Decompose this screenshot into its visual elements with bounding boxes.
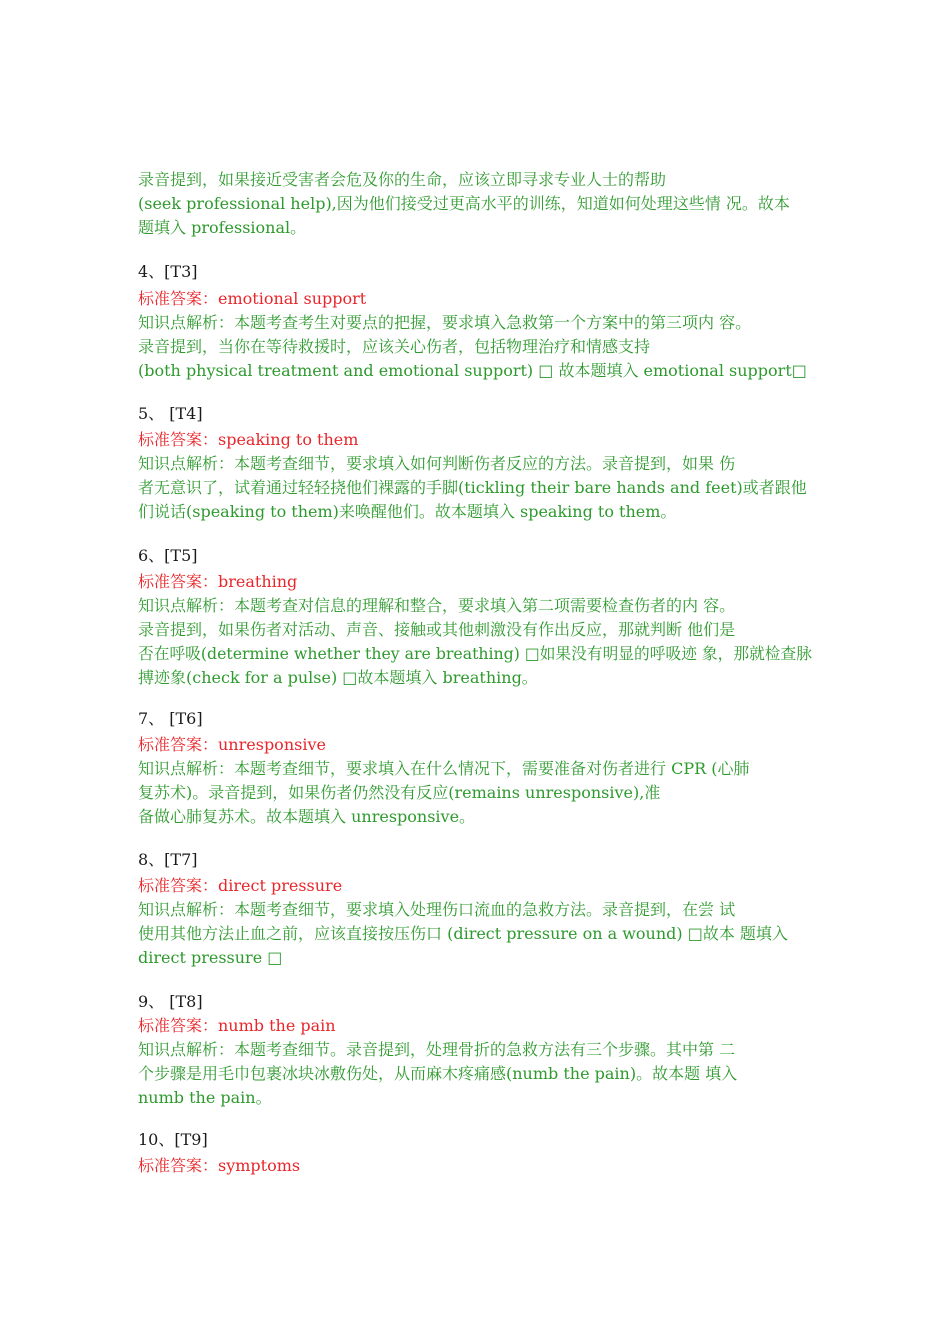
- intro-line: 录音提到，如果接近受害者会危及你的生命，应该立即寻求专业人士的帮助: [138, 170, 667, 189]
- analysis-line: 个步骤是用毛巾包裹冰块冰敷伤处，从而麻木疼痛感(numb the pain)。故本题 填入: [138, 1064, 738, 1083]
- analysis-line: 知识点解析：本题考查细节，要求填入如何判断伤者反应的方法。录音提到，如果 伤: [138, 454, 736, 473]
- question-heading: 7、 [T6]: [138, 709, 203, 728]
- question-heading: 8、[T7]: [138, 850, 198, 869]
- intro-line: 题填入 professional。: [138, 218, 307, 237]
- standard-answer: 标准答案：symptoms: [138, 1156, 301, 1175]
- analysis-line: 知识点解析：本题考查细节，要求填入处理伤口流血的急救方法。录音提到，在尝 试: [138, 900, 736, 919]
- analysis-line: 知识点解析：本题考查考生对要点的把握，要求填入急救第一个方案中的第三项内 容。: [138, 313, 752, 332]
- standard-answer: 标准答案：direct pressure: [138, 876, 343, 895]
- analysis-line: 录音提到，当你在等待救援时，应该关心伤者，包括物理治疗和情感支持: [138, 337, 651, 356]
- standard-answer: 标准答案：numb the pain: [138, 1016, 336, 1035]
- analysis-line: 者无意识了，试着通过轻轻挠他们裸露的手脚(tickling their bare hands and feet)或者跟他: [138, 478, 807, 497]
- analysis-line: 否在呼吸(determine whether they are breathing) □如果没有明显的呼吸迹 象，那就检查脉: [138, 644, 812, 663]
- analysis-line: 搏迹象(check for a pulse) □故本题填入 breathing。: [138, 668, 538, 687]
- analysis-line: 复苏术)。录音提到，如果伤者仍然没有反应(remains unresponsive),准: [138, 783, 661, 802]
- intro-line: (seek professional help),因为他们接受过更高水平的训练，知道如何处理这些情 况。故本: [138, 194, 790, 213]
- analysis-line: 使用其他方法止血之前，应该直接按压伤口 (direct pressure on a wound) □故本 题填入: [138, 924, 788, 943]
- analysis-line: direct pressure □: [138, 948, 283, 967]
- analysis-line: 知识点解析：本题考查细节。录音提到，处理骨折的急救方法有三个步骤。其中第 二: [138, 1040, 736, 1059]
- standard-answer: 标准答案：emotional support: [138, 289, 367, 308]
- question-heading: 10、[T9]: [138, 1130, 208, 1149]
- standard-answer: 标准答案：speaking to them: [138, 430, 359, 449]
- analysis-line: 录音提到，如果伤者对活动、声音、接触或其他刺激没有作出反应，那就判断 他们是: [138, 620, 736, 639]
- analysis-line: 们说话(speaking to them)来唤醒他们。故本题填入 speaking to them。: [138, 502, 677, 521]
- analysis-line: 备做心肺复苏术。故本题填入 unresponsive。: [138, 807, 476, 826]
- analysis-line: 知识点解析：本题考查对信息的理解和整合，要求填入第二项需要检查伤者的内 容。: [138, 596, 736, 615]
- question-heading: 4、[T3]: [138, 262, 198, 281]
- analysis-line: numb the pain。: [138, 1088, 272, 1107]
- analysis-line: 知识点解析：本题考查细节，要求填入在什么情况下，需要准备对伤者进行 CPR (心肺: [138, 759, 750, 778]
- question-heading: 9、 [T8]: [138, 992, 203, 1011]
- standard-answer: 标准答案：breathing: [138, 572, 298, 591]
- analysis-line: (both physical treatment and emotional support) □ 故本题填入 emotional support□: [138, 361, 807, 380]
- question-heading: 6、[T5]: [138, 546, 198, 565]
- standard-answer: 标准答案：unresponsive: [138, 735, 326, 754]
- question-heading: 5、 [T4]: [138, 404, 203, 423]
